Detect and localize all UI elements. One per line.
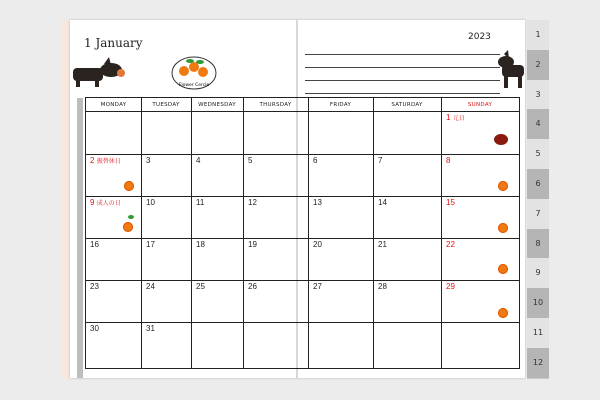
flower-icon (123, 222, 133, 232)
tab-label: 2 (535, 60, 541, 70)
day-cell-jan-17[interactable]: 17 (146, 240, 155, 249)
tab-label: 8 (535, 239, 541, 249)
memo-line (305, 68, 500, 81)
day-cell-jan-9[interactable] (90, 198, 121, 207)
month-tab-10[interactable] (527, 288, 549, 319)
day-cell-jan-22[interactable]: 22 (446, 240, 455, 249)
day-cell-jan-16[interactable]: 16 (90, 240, 99, 249)
year-label: 2023 (468, 32, 491, 42)
memo-line (305, 55, 500, 68)
flower-icon (498, 308, 508, 318)
month-tab-9[interactable] (527, 258, 549, 289)
month-tab-11[interactable] (527, 318, 549, 349)
weekday-monday: MONDAY (100, 101, 127, 108)
day-cell-jan-3[interactable]: 3 (146, 156, 151, 165)
holiday-label: 振替休日 (96, 159, 121, 165)
month-tab-8[interactable] (527, 229, 549, 260)
tab-label: 1 (535, 30, 541, 40)
weekday-header-row (86, 98, 519, 112)
grid-line (191, 98, 192, 368)
day-cell-jan-14[interactable]: 14 (378, 198, 387, 207)
month-tab-12[interactable] (527, 348, 549, 379)
grid-line (86, 154, 519, 155)
day-cell-jan-7[interactable]: 7 (378, 156, 383, 165)
day-cell-jan-27[interactable]: 27 (313, 282, 322, 291)
tab-label: 10 (532, 298, 544, 308)
day-cell-jan-6[interactable]: 6 (313, 156, 318, 165)
month-tab-5[interactable] (527, 139, 549, 170)
month-tab-4[interactable] (527, 109, 549, 140)
weekday-wednesday: WEDNESDAY (198, 101, 236, 108)
month-tab-7[interactable] (527, 199, 549, 230)
tab-label: 6 (535, 179, 541, 189)
tab-label: 9 (535, 268, 541, 278)
flower-icon (498, 223, 508, 233)
day-cell-jan-31[interactable]: 31 (146, 324, 155, 333)
osechi-bowl-icon (494, 134, 508, 145)
day-cell-jan-13[interactable]: 13 (313, 198, 322, 207)
day-cell-jan-26[interactable]: 26 (248, 282, 257, 291)
tab-label: 5 (535, 149, 541, 159)
tab-label: 7 (535, 209, 541, 219)
tab-label: 4 (535, 119, 541, 129)
day-cell-jan-21[interactable]: 21 (378, 240, 387, 249)
grid-line (308, 98, 309, 368)
day-cell-jan-19[interactable]: 19 (248, 240, 257, 249)
day-number: 2 (90, 156, 95, 165)
weekday-friday: FRIDAY (329, 101, 352, 108)
month-tab-2[interactable] (527, 50, 549, 81)
day-cell-jan-23[interactable]: 23 (90, 282, 99, 291)
month-number: 1 (84, 36, 92, 50)
grid-line (141, 98, 142, 368)
svg-text:Flower Cercle: Flower Cercle (178, 83, 210, 88)
grid-line (373, 98, 374, 368)
holiday-label: 成人の日 (96, 201, 121, 207)
day-cell-jan-11[interactable]: 11 (196, 198, 205, 207)
day-cell-jan-25[interactable]: 25 (196, 282, 205, 291)
day-cell-jan-30[interactable]: 30 (90, 324, 99, 333)
flower-icon (124, 181, 134, 191)
grid-line (441, 98, 442, 368)
day-cell-jan-12[interactable]: 12 (248, 198, 257, 207)
day-cell-jan-8[interactable]: 8 (446, 156, 451, 165)
day-cell-jan-20[interactable]: 20 (313, 240, 322, 249)
day-cell-jan-2[interactable] (90, 156, 121, 165)
left-margin-strip (77, 98, 83, 378)
grid-line (243, 98, 244, 368)
memo-lines[interactable] (305, 42, 500, 94)
day-cell-jan-28[interactable]: 28 (378, 282, 387, 291)
tab-label: 12 (532, 358, 544, 368)
day-cell-jan-1[interactable] (446, 113, 465, 122)
month-tab-3[interactable] (527, 80, 549, 111)
memo-line (305, 42, 500, 55)
day-cell-jan-18[interactable]: 18 (196, 240, 205, 249)
dog-illustration-right (494, 50, 526, 90)
day-cell-jan-5[interactable]: 5 (248, 156, 253, 165)
tab-label: 11 (532, 328, 544, 338)
day-cell-jan-15[interactable]: 15 (446, 198, 455, 207)
leaf-icon (128, 215, 134, 219)
month-tab-1[interactable] (527, 20, 549, 51)
weekday-tuesday: TUESDAY (152, 101, 180, 108)
day-number: 1 (446, 113, 451, 122)
day-cell-jan-29[interactable]: 29 (446, 282, 455, 291)
month-tab-6[interactable] (527, 169, 549, 200)
flower-icon (498, 181, 508, 191)
holiday-label: 元日 (452, 116, 465, 122)
month-tabs (527, 20, 549, 378)
day-cell-jan-10[interactable]: 10 (146, 198, 155, 207)
weekday-sunday: SUNDAY (467, 101, 493, 108)
day-cell-jan-24[interactable]: 24 (146, 282, 155, 291)
day-cell-jan-4[interactable]: 4 (196, 156, 201, 165)
month-title (84, 36, 143, 50)
dog-illustration-left (73, 56, 128, 88)
month-calendar-grid (85, 97, 520, 369)
flower-cercle-logo (170, 55, 218, 91)
weekday-thursday: THURSDAY (259, 101, 292, 108)
weekday-saturday: SATURDAY (391, 101, 423, 108)
day-number: 9 (90, 198, 95, 207)
tab-label: 3 (535, 90, 541, 100)
month-name: January (95, 36, 143, 50)
memo-line (305, 81, 500, 94)
flower-icon (498, 264, 508, 274)
